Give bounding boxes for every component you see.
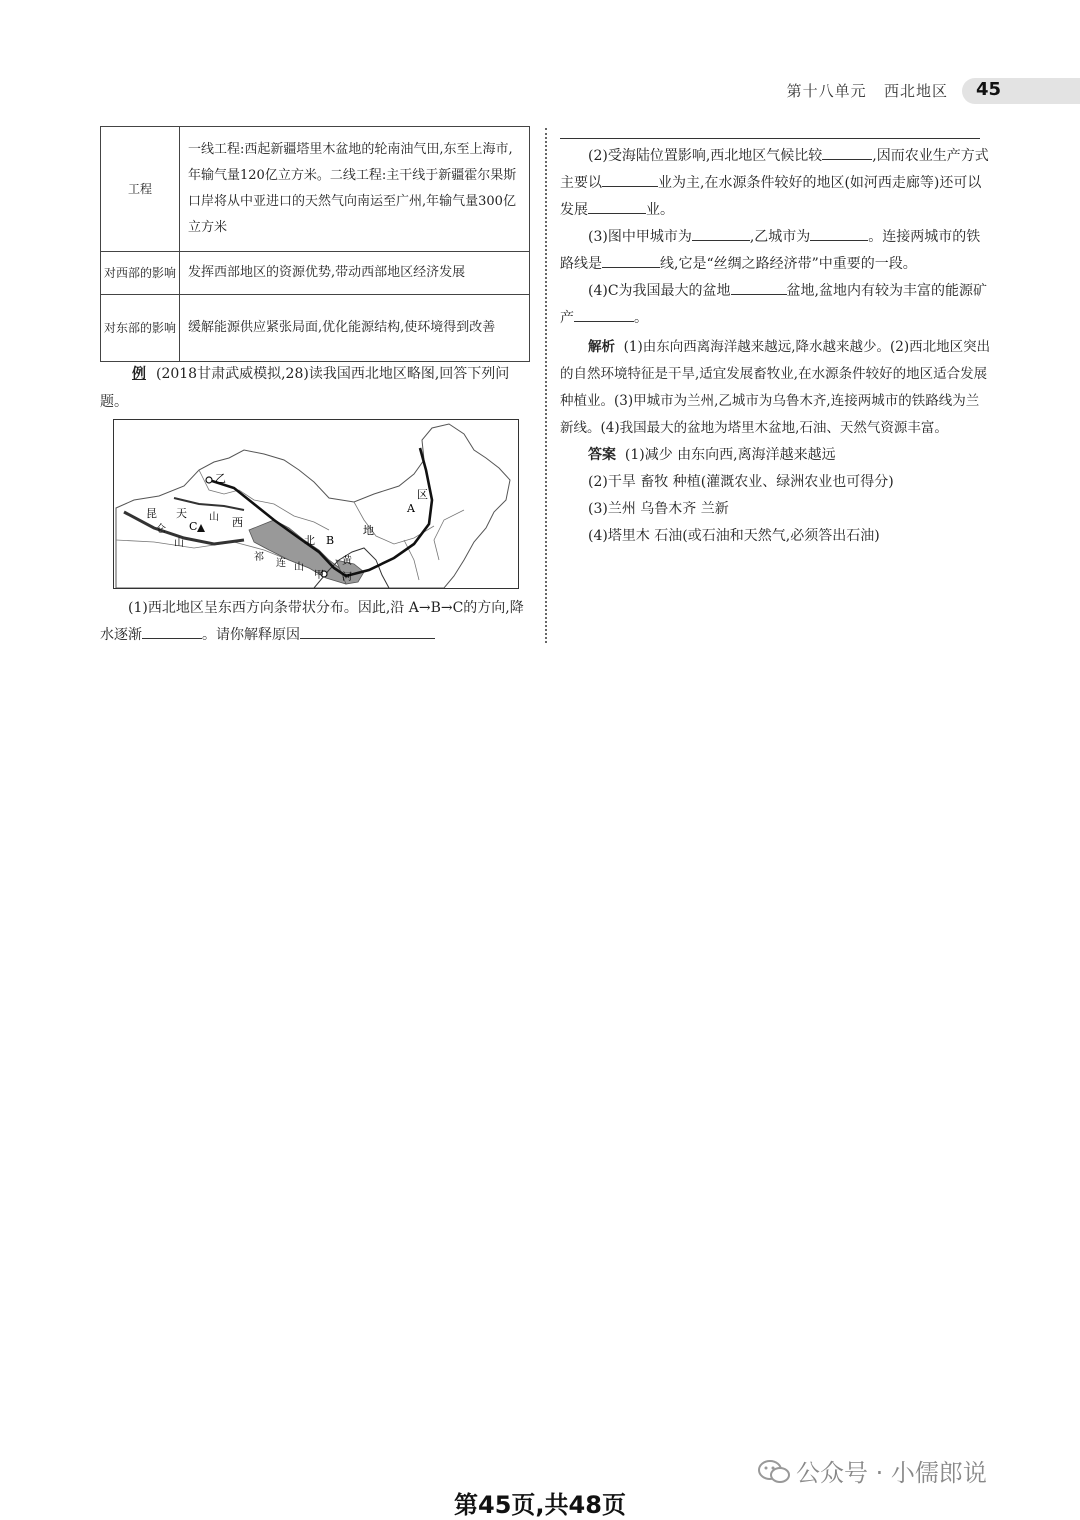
answer-blank xyxy=(142,638,202,639)
table-cell-label: 工程 xyxy=(101,127,180,252)
analysis-text: (1)由东向西离海洋越来越远,降水越来越少。(2)西北地区突出的自然环境特征是干旱,适宜发展畜牧业,在水源条件较好的地区适合发展种植业。(3)甲城市为兰州,乙城市为乌鲁木齐,连接两城市的铁路线为兰新线。(4)我国最大的盆地为塔里木盆地,石油、天然气资源丰富。 xyxy=(560,339,991,436)
map-label-shan1: 山 xyxy=(174,538,184,549)
answer-line xyxy=(560,124,980,139)
map-label-di: 地 xyxy=(363,524,374,537)
question-2: (2)受海陆位置影响,西北地区气候比较 ,因而农业生产方式主要以 业为主,在水源条件较好的地区(如河西走廊等)还可以发展 业。 xyxy=(560,148,989,218)
map-label-yi: 乙 xyxy=(215,472,226,485)
answer-blank xyxy=(300,638,435,639)
table-row xyxy=(101,295,530,362)
table-cell-text: 一线工程:西起新疆塔里木盆地的轮南油气田,东至上海市,年输气量120亿立方米。二线工程:主干线于新疆霍尔果斯口岸将从中亚进口的天然气向南运至广州,年输气量300亿立方米 xyxy=(180,127,530,252)
question-1: (1)西北地区呈东西方向条带状分布。因此,沿 A→B→C的方向,降水逐渐 。请你解释原因 xyxy=(100,600,524,643)
header-title: 第十八单元 西北地区 xyxy=(786,82,948,100)
table-row xyxy=(101,252,530,295)
answer-1: 答案 (1)减少 由东向西,离海洋越来越远 xyxy=(588,447,836,463)
analysis-label: 解析 xyxy=(588,339,615,355)
question-4: (4)C为我国最大的盆地 盆地,盆地内有较为丰富的能源矿产 。 xyxy=(560,283,987,326)
map-label-kun: 昆 xyxy=(146,507,157,520)
answer-4: (4)塔里木 石油(或石油和天然气,必须答出石油) xyxy=(588,528,880,544)
map-label-he: 河 xyxy=(342,572,352,583)
map-label-qu: 区 xyxy=(417,488,428,501)
column-divider xyxy=(545,128,547,643)
question-3: (3)图中甲城市为 ,乙城市为 。连接两城市的铁路线是 线,它是“丝绸之路经济带”中重要的一段。 xyxy=(560,229,981,272)
map-label-shan3: 山 xyxy=(294,562,304,573)
example-label: 例 xyxy=(132,366,146,382)
example-prompt xyxy=(100,360,532,416)
table-row xyxy=(101,127,530,252)
page-footer: 第45页,共48页 xyxy=(454,1491,626,1519)
map-label-jia: 甲 xyxy=(314,570,324,581)
analysis xyxy=(560,334,992,442)
page-number-badge xyxy=(962,78,1080,104)
map-label-A: A xyxy=(407,502,415,515)
map-label-lian: 连 xyxy=(276,558,286,569)
table-cell-label: 对东部的影响 xyxy=(101,295,180,362)
right-column xyxy=(560,124,992,550)
wechat-icon xyxy=(758,1460,790,1484)
map-label-C: C xyxy=(189,520,198,533)
table-cell-text: 缓解能源供应紧张局面,优化能源结构,使环境得到改善 xyxy=(180,295,530,362)
table-cell-text: 发挥西部地区的资源优势,带动西部地区经济发展 xyxy=(180,252,530,295)
watermark: 公众号 · 小儒郎说 xyxy=(758,1453,987,1488)
example-source: (2018甘肃武威模拟,28) xyxy=(156,366,309,382)
example-question: 读我国西北地区略图,回答下列问题。 xyxy=(100,366,510,410)
map-label-lun: 仑 xyxy=(156,524,166,535)
table-cell-label: 对西部的影响 xyxy=(101,252,180,295)
map-label-qi: 祁 xyxy=(254,552,264,563)
answer-2: (2)干旱 畜牧 种植(灌溉农业、绿洲农业也可得分) xyxy=(588,474,894,490)
answer-label: 答案 xyxy=(588,447,616,463)
map-label-xi: 西 xyxy=(232,516,243,529)
map-label-B: B xyxy=(326,534,335,547)
page-header xyxy=(0,78,1080,104)
pipeline-table xyxy=(100,126,530,362)
map-label-tian: 天 xyxy=(176,507,187,520)
page-number: 45 xyxy=(976,79,1002,100)
answer-3: (3)兰州 乌鲁木齐 兰新 xyxy=(588,501,729,517)
map-label-shan2: 山 xyxy=(209,512,219,523)
northwest-map xyxy=(113,419,519,589)
map-label-huang: 黄 xyxy=(342,556,352,567)
map-label-bei: 北 xyxy=(304,534,315,547)
